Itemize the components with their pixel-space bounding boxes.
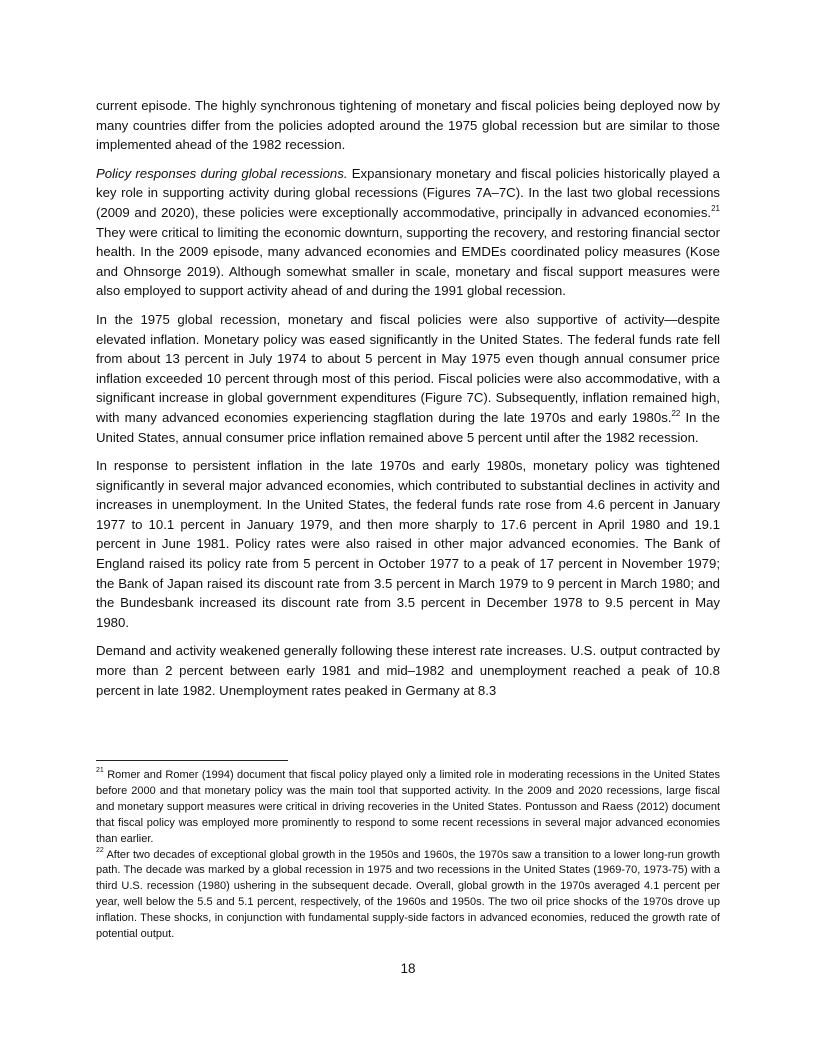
footnote-21 xyxy=(96,768,720,848)
paragraph-persistent-inflation xyxy=(96,456,720,632)
paragraph-lead-italic: Policy responses during global recessions. xyxy=(96,165,348,181)
paragraph-policy-responses xyxy=(96,164,720,301)
paragraph-demand-activity xyxy=(96,641,720,700)
page-number: 18 xyxy=(400,961,416,976)
footnote-separator xyxy=(96,760,288,761)
paragraph-current-episode xyxy=(96,96,720,155)
footnote-number: 22 xyxy=(96,846,104,854)
footnote-text: After two decades of exceptional global growth in the 1950s and 1960s, the 1970s saw a transition to a lower long-run growth path. The decade was marked by a global recession in 1975 and two recessions in the United States (1969-70, 1973-75) with a third U.S. recession (1980) ushering in the subsequent decade. Overall, global growth in the 1970s averaged 4.1 percent per year, well below the 5.5 and 5.1 percent, respectively, of the 1960s and 1950s. The two oil price shocks of the 1970s drove up inflation. These shocks, in conjunction with fundamental supply-side factors in advanced economies, reduced the growth rate of potential output. xyxy=(96,848,720,941)
footnote-number: 21 xyxy=(96,767,104,775)
footnote-ref-22[interactable]: 22 xyxy=(671,408,681,418)
paragraph-text: Expansionary monetary and fiscal policies historically played a key role in supporting activity during global recessions (Figures 7A–7C). In the last two global recessions (2009 and 2020), these policies were exceptionally accommodative, principally in advanced economies. xyxy=(96,165,720,220)
body-text xyxy=(96,96,720,709)
paragraph-1975-recession xyxy=(96,310,720,447)
paragraph-text: In the United States, annual consumer price inflation remained above 5 percent until after the 1982 recession. xyxy=(96,409,720,445)
footnotes xyxy=(96,768,720,943)
footnote-ref-21[interactable]: 21 xyxy=(711,203,720,213)
footnote-22 xyxy=(96,848,720,943)
paragraph-text: In response to persistent inflation in the late 1970s and early 1980s, monetary policy was tightened significantly in several major advanced economies, which contributed to substantial declines in activity and increases in unemployment. In the United States, the federal funds rate rose from 4.6 percent in January 1977 to 10.1 percent in January 1979, and then more sharply to 17.6 percent in April 1980 and 19.1 percent in June 1981. Policy rates were also raised in other major advanced economies. The Bank of England raised its policy rate from 5 percent in October 1977 to a peak of 17 percent in November 1979; the Bank of Japan raised its discount rate from 3.5 percent in March 1979 to 9 percent in March 1980; and the Bundesbank increased its discount rate from 3.5 percent in December 1978 to 9.5 percent in May 1980. xyxy=(96,458,720,630)
paragraph-text: Demand and activity weakened generally following these interest rate increases. U.S. output contracted by more than 2 percent between early 1981 and mid–1982 and unemployment reached a peak of 10.8 percent in late 1982. Unemployment rates peaked in Germany at 8.3 xyxy=(96,643,720,698)
footnote-text: Romer and Romer (1994) document that fiscal policy played only a limited role in moderating recessions in the United States before 2000 and that monetary policy was the main tool that supported activity. In the 2009 and 2020 recessions, large fiscal and monetary support measures were critical in driving recoveries in the United States. Pontusson and Raess (2012) document that fiscal policy was employed more prominently to respond to some recent recessions in several major advanced economies than earlier. xyxy=(96,769,720,845)
paragraph-text: They were critical to limiting the economic downturn, supporting the recovery, and restoring financial sector health. In the 2009 episode, many advanced economies and EMDEs coordinated policy measures (Kose and Ohnsorge 2019). Although somewhat smaller in scale, monetary and fiscal support measures were also employed to support activity ahead of and during the 1991 global recession. xyxy=(96,224,720,299)
paragraph-text: In the 1975 global recession, monetary and fiscal policies were also supportive of activity—despite elevated inflation. Monetary policy was eased significantly in the United States. The federal funds rate fell from about 13 percent in July 1974 to about 5 percent in May 1975 even though annual consumer price inflation exceeded 10 percent through most of this period. Fiscal policies were also accommodative, with a significant increase in global government expenditures (Figure 7C). Subsequently, inflation remained high, with many advanced economies experiencing stagflation during the late 1970s and early 1980s. xyxy=(96,311,720,425)
paragraph-text: current episode. The highly synchronous tightening of monetary and fiscal policies being deployed now by many countries differ from the policies adopted around the 1975 global recession but are similar to those implemented ahead of the 1982 recession. xyxy=(96,98,720,153)
